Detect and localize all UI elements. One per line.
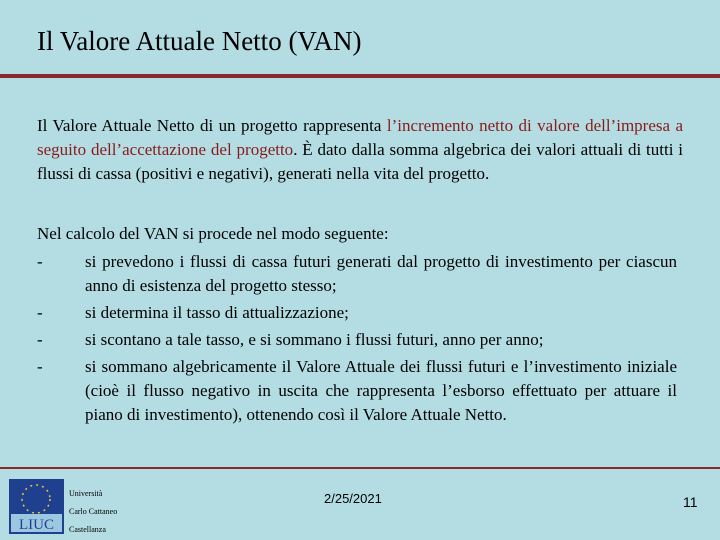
university-line: Castellanza xyxy=(69,525,106,534)
logo-text: LIUC xyxy=(19,517,54,533)
intro-paragraph xyxy=(37,114,683,186)
intro-highlight: l’incremento netto di valore dell’impresa a seguito dell’accettazione del progetto xyxy=(37,116,683,159)
steps-list xyxy=(37,250,677,430)
slide-title: Il Valore Attuale Netto (VAN) xyxy=(37,26,362,56)
footer-divider xyxy=(0,467,720,469)
step-text: si determina il tasso di attualizzazione; xyxy=(85,303,349,322)
footer-date: 2/25/2021 xyxy=(324,491,382,506)
list-item xyxy=(37,355,677,427)
page-number: 11 xyxy=(683,494,698,510)
university-name xyxy=(69,485,117,539)
step-text: si sommano algebricamente il Valore Attuale dei flussi futuri e l’investimento iniziale (cioè il flusso negativo in uscita che rappresenta l’esborso effettuato per attuare il piano di investimento), ottenendo così il Valore Attuale Netto. xyxy=(85,357,677,424)
title-divider xyxy=(0,74,720,78)
intro-text-end: . È dato dalla somma algebrica dei valori attuali di tutti i flussi di cassa (positivi e negativi), generati nella vita del progetto. xyxy=(37,140,683,183)
list-item xyxy=(37,301,677,325)
step-text: si prevedono i flussi di cassa futuri generati dal progetto di investimento per ciascun anno di esistenza del progetto stesso; xyxy=(85,252,677,295)
bullet-dash: - xyxy=(37,330,43,349)
bullet-dash: - xyxy=(37,252,43,271)
bullet-dash: - xyxy=(37,303,43,322)
university-line: Università xyxy=(69,489,103,498)
list-item xyxy=(37,328,677,352)
list-item xyxy=(37,250,677,298)
bullet-dash: - xyxy=(37,357,43,376)
university-line: Carlo Cattaneo xyxy=(69,507,118,516)
calc-heading: Nel calcolo del VAN si procede nel modo seguente: xyxy=(37,224,389,243)
intro-text-start: Il Valore Attuale Netto di un progetto rappresenta xyxy=(37,116,387,135)
liuc-logo xyxy=(9,479,64,534)
step-text: si scontano a tale tasso, e si sommano i flussi futuri, anno per anno; xyxy=(85,330,544,349)
